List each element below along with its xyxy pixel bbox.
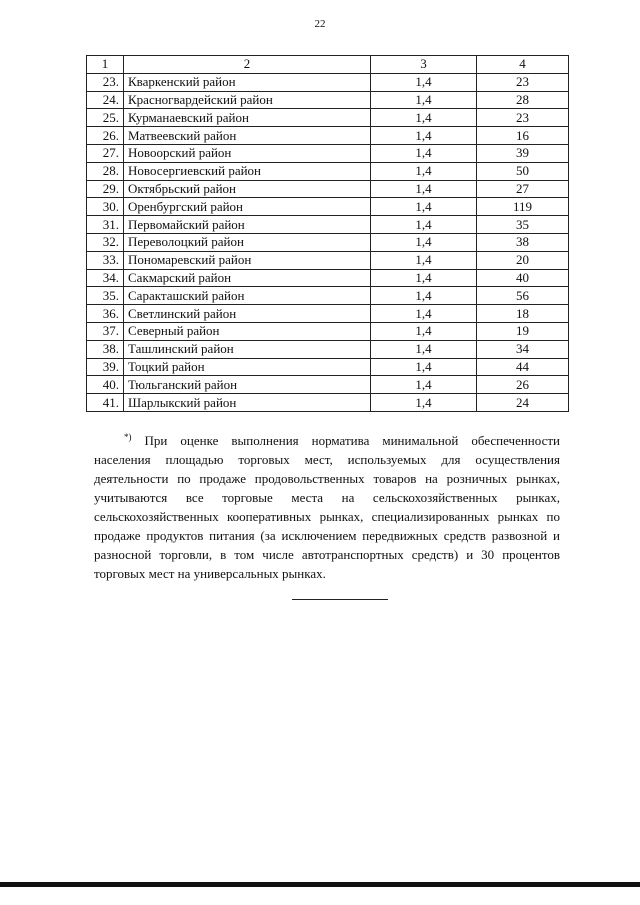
table-row bbox=[87, 73, 569, 91]
value-col3: 1,4 bbox=[371, 251, 477, 269]
value-col4: 19 bbox=[477, 322, 569, 340]
district-name: Светлинский район bbox=[124, 305, 371, 323]
row-number: 26. bbox=[87, 127, 124, 145]
row-number: 24. bbox=[87, 91, 124, 109]
table-row bbox=[87, 251, 569, 269]
row-number: 29. bbox=[87, 180, 124, 198]
table-row bbox=[87, 198, 569, 216]
district-name: Новосергиевский район bbox=[124, 162, 371, 180]
value-col3: 1,4 bbox=[371, 91, 477, 109]
value-col3: 1,4 bbox=[371, 162, 477, 180]
row-number: 39. bbox=[87, 358, 124, 376]
value-col4: 28 bbox=[477, 91, 569, 109]
district-name: Новоорский район bbox=[124, 144, 371, 162]
bottom-bar bbox=[0, 882, 640, 887]
district-name: Оренбургский район bbox=[124, 198, 371, 216]
header-cell-2: 2 bbox=[124, 56, 371, 74]
value-col3: 1,4 bbox=[371, 73, 477, 91]
row-number: 27. bbox=[87, 144, 124, 162]
value-col4: 50 bbox=[477, 162, 569, 180]
footnote-marker: *) bbox=[124, 432, 132, 442]
table-row bbox=[87, 91, 569, 109]
table-row bbox=[87, 127, 569, 145]
value-col3: 1,4 bbox=[371, 376, 477, 394]
table-row bbox=[87, 394, 569, 412]
row-number: 25. bbox=[87, 109, 124, 127]
value-col4: 119 bbox=[477, 198, 569, 216]
row-number: 30. bbox=[87, 198, 124, 216]
row-number: 37. bbox=[87, 322, 124, 340]
header-cell-1: 1 bbox=[87, 56, 124, 74]
value-col4: 23 bbox=[477, 109, 569, 127]
row-number: 38. bbox=[87, 340, 124, 358]
table-row bbox=[87, 358, 569, 376]
value-col4: 16 bbox=[477, 127, 569, 145]
row-number: 41. bbox=[87, 394, 124, 412]
district-name: Тюльганский район bbox=[124, 376, 371, 394]
value-col3: 1,4 bbox=[371, 198, 477, 216]
row-number: 33. bbox=[87, 251, 124, 269]
value-col3: 1,4 bbox=[371, 358, 477, 376]
table-row bbox=[87, 376, 569, 394]
value-col4: 38 bbox=[477, 233, 569, 251]
value-col4: 44 bbox=[477, 358, 569, 376]
district-name: Северный район bbox=[124, 322, 371, 340]
table-body bbox=[87, 56, 569, 412]
table-row bbox=[87, 216, 569, 234]
row-number: 36. bbox=[87, 305, 124, 323]
table-row bbox=[87, 109, 569, 127]
district-name: Переволоцкий район bbox=[124, 233, 371, 251]
row-number: 32. bbox=[87, 233, 124, 251]
value-col4: 39 bbox=[477, 144, 569, 162]
district-table bbox=[86, 55, 569, 412]
page-number: 22 bbox=[314, 18, 326, 30]
district-name: Сакмарский район bbox=[124, 269, 371, 287]
table-row bbox=[87, 322, 569, 340]
district-name: Матвеевский район bbox=[124, 127, 371, 145]
table-row bbox=[87, 287, 569, 305]
district-name: Тоцкий район bbox=[124, 358, 371, 376]
value-col4: 56 bbox=[477, 287, 569, 305]
value-col3: 1,4 bbox=[371, 127, 477, 145]
table-row bbox=[87, 180, 569, 198]
district-name: Красногвардейский район bbox=[124, 91, 371, 109]
header-cell-3: 3 bbox=[371, 56, 477, 74]
value-col4: 35 bbox=[477, 216, 569, 234]
separator-line bbox=[292, 599, 388, 600]
table-row bbox=[87, 305, 569, 323]
footnote bbox=[94, 428, 560, 583]
value-col3: 1,4 bbox=[371, 394, 477, 412]
table-row bbox=[87, 269, 569, 287]
value-col3: 1,4 bbox=[371, 216, 477, 234]
table-header-row bbox=[87, 56, 569, 74]
table-row bbox=[87, 162, 569, 180]
value-col4: 34 bbox=[477, 340, 569, 358]
value-col3: 1,4 bbox=[371, 322, 477, 340]
header-cell-4: 4 bbox=[477, 56, 569, 74]
footnote-text: При оценке выполнения норматива минимальной обеспеченности населения площадью торговых мест, используемых для осуществления деятельности по продаже продовольственных товаров на розничных рынках, учитываются все торговые места на сельскохозяйственных рынках, сельскохозяйственных кооперативных рынках, специализированных рынках по продаже продуктов питания (за исключением передвижных средств развозной и разносной торговли, в том числе автотранспортных средств) и 30 процентов торговых мест на универсальных рынках. bbox=[94, 433, 561, 581]
value-col3: 1,4 bbox=[371, 287, 477, 305]
value-col4: 20 bbox=[477, 251, 569, 269]
value-col4: 24 bbox=[477, 394, 569, 412]
table-row bbox=[87, 233, 569, 251]
district-name: Шарлыкский район bbox=[124, 394, 371, 412]
value-col3: 1,4 bbox=[371, 305, 477, 323]
value-col3: 1,4 bbox=[371, 180, 477, 198]
district-name: Кваркенский район bbox=[124, 73, 371, 91]
row-number: 35. bbox=[87, 287, 124, 305]
district-name: Саракташский район bbox=[124, 287, 371, 305]
value-col3: 1,4 bbox=[371, 233, 477, 251]
row-number: 23. bbox=[87, 73, 124, 91]
district-name: Первомайский район bbox=[124, 216, 371, 234]
value-col4: 26 bbox=[477, 376, 569, 394]
row-number: 31. bbox=[87, 216, 124, 234]
district-name: Ташлинский район bbox=[124, 340, 371, 358]
value-col4: 40 bbox=[477, 269, 569, 287]
row-number: 28. bbox=[87, 162, 124, 180]
district-name: Курманаевский район bbox=[124, 109, 371, 127]
table-row bbox=[87, 340, 569, 358]
value-col4: 18 bbox=[477, 305, 569, 323]
row-number: 40. bbox=[87, 376, 124, 394]
value-col3: 1,4 bbox=[371, 269, 477, 287]
district-name: Октябрьский район bbox=[124, 180, 371, 198]
table-row bbox=[87, 144, 569, 162]
value-col3: 1,4 bbox=[371, 109, 477, 127]
value-col4: 27 bbox=[477, 180, 569, 198]
value-col3: 1,4 bbox=[371, 340, 477, 358]
row-number: 34. bbox=[87, 269, 124, 287]
value-col3: 1,4 bbox=[371, 144, 477, 162]
value-col4: 23 bbox=[477, 73, 569, 91]
district-name: Пономаревский район bbox=[124, 251, 371, 269]
